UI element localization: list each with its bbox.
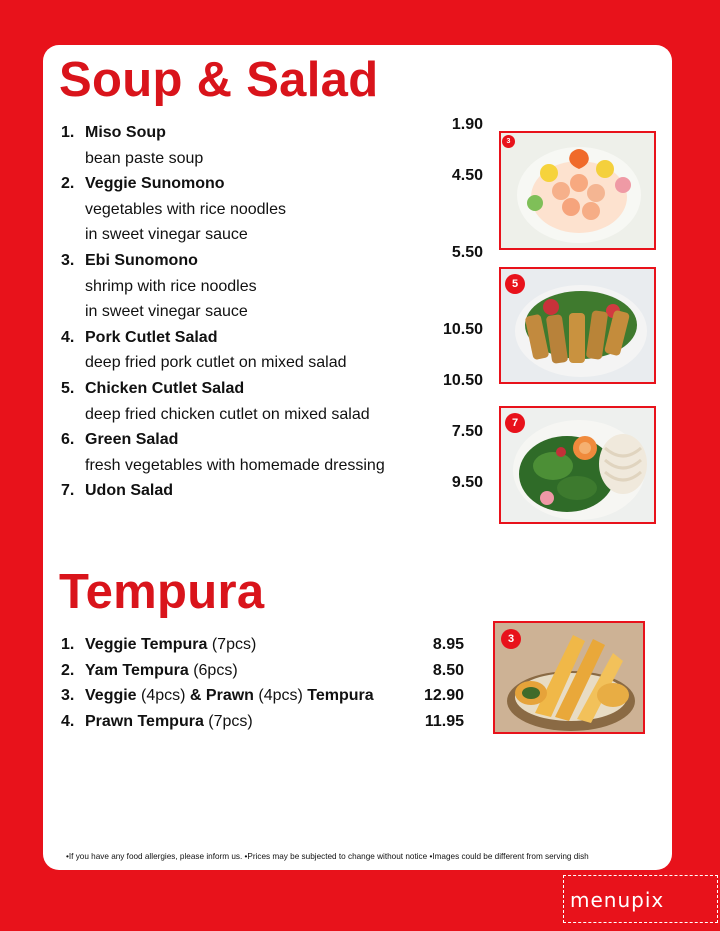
item-price: 8.95 <box>432 636 464 653</box>
item-name: Udon Salad <box>85 482 174 500</box>
section-title-soup-salad: Soup & Salad <box>59 53 379 107</box>
item-name-part: (4pcs) <box>253 687 308 704</box>
item-price: 4.50 <box>451 167 483 185</box>
item-description: deep fried chicken cutlet on mixed salad <box>85 405 370 423</box>
photo-badge: 5 <box>505 274 525 294</box>
item-number: 4. <box>61 328 75 346</box>
item-number: 2. <box>61 175 75 193</box>
item-name: Miso Soup <box>85 124 166 141</box>
item-name: Pork Cutlet Salad <box>85 328 218 346</box>
item-description: in sweet vinegar sauce <box>85 226 248 244</box>
item-description: deep fried pork cutlet on mixed salad <box>85 354 347 372</box>
item-name-part: (7pcs) <box>207 636 257 653</box>
item-number: 6. <box>61 431 75 449</box>
item-number: 1. <box>61 124 75 141</box>
item-name: Veggie Sunomono <box>85 175 225 193</box>
item-name-part: (4pcs) <box>136 687 190 704</box>
item-price: 11.95 <box>424 712 464 730</box>
item-description: in sweet vinegar sauce <box>85 303 248 321</box>
item-name <box>85 662 238 680</box>
footer-disclaimer: •If you have any food allergies, please inform us. •Prices may be subjected to change without notice •Images could be different from serving dish <box>66 852 589 861</box>
item-price: 10.50 <box>442 372 483 389</box>
item-name: Green Salad <box>85 431 179 449</box>
photo-pork-cutlet-salad <box>499 267 656 384</box>
item-name <box>85 713 253 731</box>
item-name <box>85 687 374 705</box>
photo-ebi-sunomono <box>499 131 656 250</box>
item-description: vegetables with rice noodles <box>85 200 287 218</box>
item-name-part: (6pcs) <box>188 661 238 679</box>
item-number: 3. <box>61 687 75 704</box>
item-description: bean paste soup <box>85 149 204 167</box>
item-name-part: Veggie <box>85 687 137 704</box>
photo-badge: 3 <box>501 629 521 649</box>
item-name-part: Tempura <box>307 687 374 704</box>
item-number: 7. <box>61 482 75 500</box>
item-price: 12.90 <box>423 687 464 704</box>
photo-tempura <box>493 621 645 734</box>
item-number: 3. <box>61 252 75 269</box>
item-name-part: & Prawn <box>189 687 254 704</box>
item-number: 2. <box>61 661 75 679</box>
item-number: 4. <box>61 712 75 730</box>
item-name-part: Prawn Tempura <box>85 712 204 730</box>
item-name-part: Yam Tempura <box>85 661 189 679</box>
item-name-part: (7pcs) <box>203 712 253 730</box>
item-price: 5.50 <box>451 244 483 261</box>
shrimp-salad-image <box>501 133 656 250</box>
photo-badge: 3 <box>502 135 515 148</box>
section-title-tempura: Tempura <box>59 565 265 619</box>
item-description: fresh vegetables with homemade dressing <box>85 456 385 474</box>
item-price: 1.90 <box>451 116 483 133</box>
item-price: 7.50 <box>451 423 483 441</box>
photo-badge: 7 <box>505 413 525 433</box>
item-description: shrimp with rice noodles <box>85 277 257 295</box>
item-name: Ebi Sunomono <box>85 252 198 269</box>
item-price: 8.50 <box>432 661 464 679</box>
photo-green-salad <box>499 406 656 524</box>
item-price: 10.50 <box>442 320 483 338</box>
item-price: 9.50 <box>451 474 483 492</box>
item-number: 1. <box>61 636 75 653</box>
item-name <box>85 636 256 654</box>
watermark-logo: menupix <box>563 875 718 923</box>
item-name: Chicken Cutlet Salad <box>85 380 245 397</box>
item-name-part: Veggie Tempura <box>85 636 208 653</box>
item-number: 5. <box>61 380 75 397</box>
